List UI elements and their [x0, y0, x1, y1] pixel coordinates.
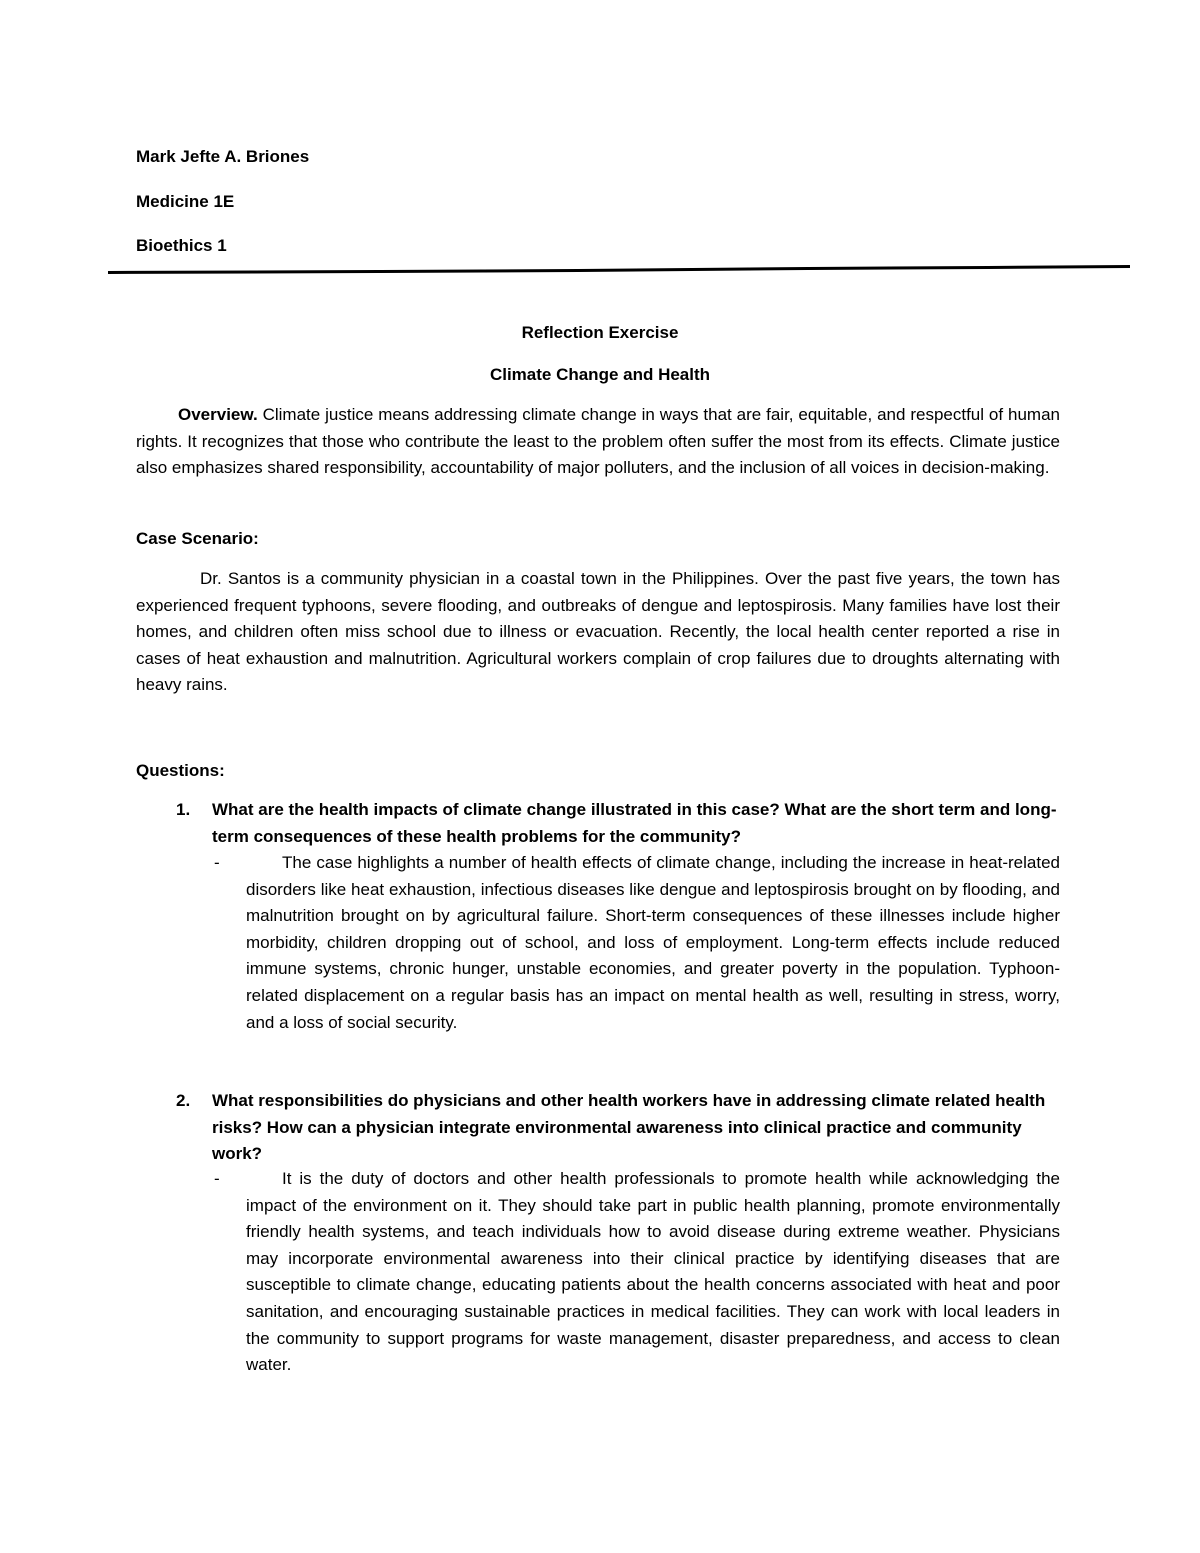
question-1	[136, 797, 1060, 850]
course-label: Medicine 1E	[136, 192, 235, 211]
overview-paragraph	[136, 402, 1060, 482]
answer-bullet-dash: -	[214, 853, 220, 872]
question-number: 1.	[176, 800, 191, 819]
document-title: Reflection Exercise	[521, 323, 679, 342]
answer-text: The case highlights a number of health effects of climate change, including the increase in heat-related disorders like heat exhaustion, infectious diseases like dengue and leptospirosis brought on by flooding, and malnutrition brought on by agricultural failure. Short-term consequences of these illnesses include higher morbidity, children dropping out of school, and loss of employment. Long-term effects include reduced immune systems, chronic hunger, unstable economies, and greater poverty in the population. Typhoon-related displacement on a regular basis has an impact on mental health as well, resulting in stress, worry, and a loss of social security.	[246, 853, 1060, 1032]
answer-1	[136, 850, 1060, 1036]
case-scenario-text: Dr. Santos is a community physician in a coastal town in the Philippines. Over the past five years, the town has experienced frequent typhoons, severe flooding, and outbreaks of dengue and leptospirosis. Many families have lost their homes, and children often miss school due to illness or evacuation. Recently, the local health center reported a rise in cases of heat exhaustion and malnutrition. Agricultural workers complain of crop failures due to droughts alternating with heavy rains.	[136, 569, 1060, 695]
subject-label: Bioethics 1	[136, 236, 227, 255]
answer-bullet-dash: -	[214, 1169, 220, 1188]
answer-2	[136, 1166, 1060, 1379]
author-name: Mark Jefte A. Briones	[136, 147, 310, 166]
questions-label: Questions:	[136, 761, 225, 780]
question-text: What are the health impacts of climate change illustrated in this case? What are the short term and long-term consequences of these health problems for the community?	[212, 800, 1057, 846]
header-divider-line	[108, 262, 1130, 274]
document-subtitle: Climate Change and Health	[489, 365, 711, 384]
question-number: 2.	[176, 1091, 191, 1110]
case-scenario-paragraph	[136, 566, 1060, 699]
question-2	[136, 1088, 1060, 1168]
answer-text-wrap	[246, 1166, 1060, 1379]
answer-text: It is the duty of doctors and other health professionals to promote health while acknowledging the impact of the environment on it. They should take part in public health planning, promote environmentally friendly health systems, and teach individuals how to avoid disease during extreme weather. Physicians may incorporate environmental awareness into their clinical practice by identifying diseases that are susceptible to climate change, educating patients about the health concerns associated with heat and poor sanitation, and encouraging sustainable practices in medical facilities. They can work with local leaders in the community to support programs for waste management, disaster preparedness, and access to clean water.	[246, 1169, 1060, 1375]
answer-text-wrap	[246, 850, 1060, 1036]
overview-label: Overview.	[178, 405, 258, 424]
overview-text: Climate justice means addressing climate change in ways that are fair, equitable, and respectful of human rights. It recognizes that those who contribute the least to the problem often suffer the most from its effects. Climate justice also emphasizes shared responsibility, accountability of major polluters, and the inclusion of all voices in decision-making.	[136, 405, 1060, 478]
question-text: What responsibilities do physicians and other health workers have in addressing climate related health risks? How can a physician integrate environmental awareness into clinical practice and community work?	[212, 1091, 1046, 1164]
case-scenario-label: Case Scenario:	[136, 529, 259, 548]
